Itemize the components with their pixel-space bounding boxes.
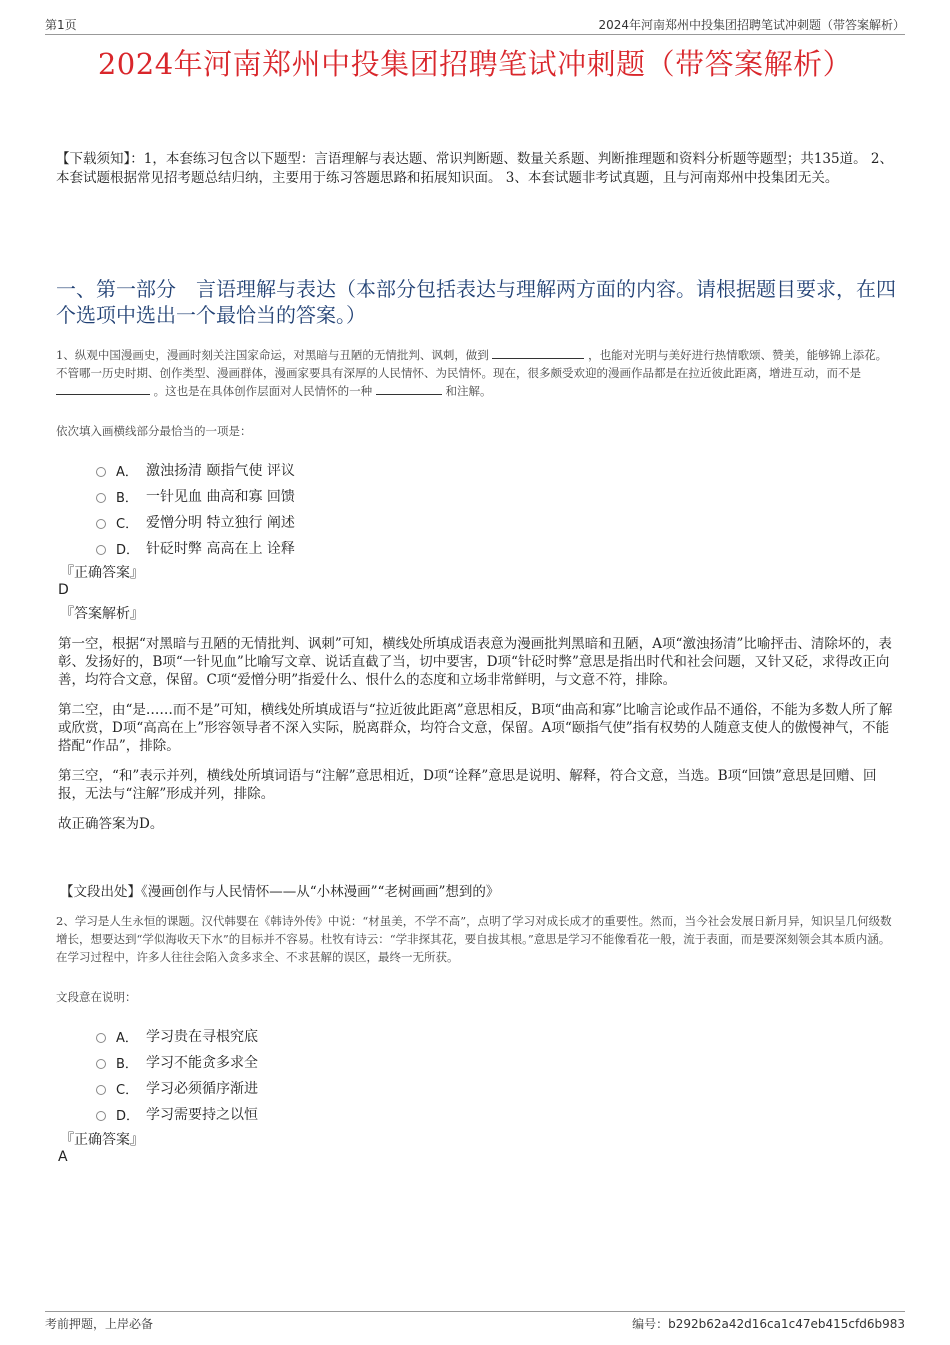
option-text: 激浊扬清 颐指气使 评议 <box>146 463 295 479</box>
q2-option-a[interactable] <box>96 1023 258 1049</box>
q1-option-a[interactable] <box>96 457 295 483</box>
option-letter: D． <box>116 542 140 558</box>
radio-icon[interactable] <box>96 1111 106 1121</box>
question-1-prompt: 依次填入画横线部分最恰当的一项是： <box>56 424 252 438</box>
q2-option-b[interactable] <box>96 1049 258 1075</box>
q1-option-d[interactable] <box>96 535 295 561</box>
page-header <box>45 14 905 35</box>
question-1-text <box>56 346 896 400</box>
question-2-prompt: 文段意在说明： <box>56 990 137 1004</box>
radio-icon[interactable] <box>96 519 106 529</box>
q1-text-b: ，也能对光明与美好进行热情歌颂、赞美，能够锦上添花。不管哪一历史时期、创作类型、漫画群体，漫画家要具有深厚的人民情怀、为民情怀。现在，很多颇受欢迎的漫画作品都是在拉近彼此距离，增进互动，而不是 <box>56 348 888 380</box>
option-letter: C． <box>116 1082 139 1098</box>
download-notice: 【下载须知】：1，本套练习包含以下题型：言语理解与表达题、常识判断题、数量关系题、判断推理题和资料分析题等题型；共135道。 2、本套试题根据常见招考题总结归纳，主要用于练习答题思路和拓展知识面。 3、本套试题非考试真题，且与河南郑州中投集团无关。 <box>56 151 893 186</box>
question-1-options <box>96 457 295 561</box>
analysis-paragraph-3: 第三空，“和”表示并列，横线处所填词语与“注解”意思相近，D项“诠释”意思是说明、解释，符合文意，当选。B项“回馈”意思是回赠、回报，无法与“注解”形成并列，排除。 <box>58 768 877 802</box>
q1-text-c: 。这也是在具体创作层面对人民情怀的一种 <box>153 384 373 398</box>
option-letter: A． <box>116 464 138 480</box>
radio-icon[interactable] <box>96 545 106 555</box>
analysis-conclusion: 故正确答案为D。 <box>58 816 164 832</box>
page-number: 第1页 <box>45 18 77 32</box>
q1-analysis <box>58 635 894 845</box>
q2-answer-label: 『正确答案』 <box>60 1132 144 1148</box>
question-2-options <box>96 1023 258 1127</box>
q2-option-c[interactable] <box>96 1075 258 1101</box>
q2-answer: A <box>58 1149 68 1165</box>
section-title: 一、第一部分 言语理解与表达（本部分包括表达与理解两方面的内容。请根据题目要求，在四个选项中选出一个最恰当的答案。） <box>56 277 896 327</box>
option-text: 学习贵在寻根究底 <box>146 1029 258 1045</box>
option-letter: C． <box>116 516 139 532</box>
q1-text-d: 和注解。 <box>445 384 492 398</box>
question-2-text: 2、学习是人生永恒的课题。汉代韩婴在《韩诗外传》中说：“材虽美，不学不高”，点明了学习对成长成才的重要性。然而，当今社会发展日新月异，知识呈几何级数增长，想要达到“学似海收天下水”的目标并不容易。杜牧有诗云：“学非探其花，要自拔其根。”意思是学习不能像看花一般，流于表面，而是要深刻领会其本质内涵。在学习过程中，许多人往往会陷入贪多求全、不求甚解的误区，最终一无所获。 <box>56 914 892 964</box>
footer-doc-id: 编号：b292b62a42d16ca1c47eb415cfd6b983 <box>632 1317 905 1331</box>
q1-answer-label: 『正确答案』 <box>60 565 144 581</box>
q1-answer: D <box>58 582 69 598</box>
header-doc-title: 2024年河南郑州中投集团招聘笔试冲刺题（带答案解析） <box>598 18 905 32</box>
option-letter: B． <box>116 490 138 506</box>
option-text: 针砭时弊 高高在上 诠释 <box>146 541 295 557</box>
option-text: 学习需要持之以恒 <box>146 1107 258 1123</box>
q1-option-b[interactable] <box>96 483 295 509</box>
option-letter: A． <box>116 1030 138 1046</box>
footer-slogan: 考前押题，上岸必备 <box>45 1317 154 1331</box>
option-letter: D． <box>116 1108 140 1124</box>
analysis-paragraph-1: 第一空，根据“对黑暗与丑陋的无情批判、讽刺”可知，横线处所填成语表意为漫画批判黑暗和丑陋，A项“激浊扬清”比喻抨击、清除坏的，表彰、发扬好的，B项“一针见血”比喻写文章、说话直截了当，切中要害，D项“针砭时弊”意思是指出时代和社会问题，又针又砭，求得改正向善，均符合文意，保留。C项“爱憎分明”指爱什么、恨什么的态度和立场非常鲜明，与文意不符，排除。 <box>58 636 892 688</box>
q2-option-d[interactable] <box>96 1101 258 1127</box>
analysis-paragraph-2: 第二空，由“是……而不是”可知，横线处所填成语与“拉近彼此距离”意思相反，B项“曲高和寡”比喻言论或作品不通俗，不能为多数人所了解或欣赏，D项“高高在上”形容领导者不深入实际，脱离群众，均符合文意，保留。A项“颐指气使”指有权势的人随意支使人的傲慢神气，不能搭配“作品”，排除。 <box>58 702 893 754</box>
radio-icon[interactable] <box>96 1059 106 1069</box>
q1-source: 【文段出处】《漫画创作与人民情怀——从“小林漫画”“老树画画”想到的》 <box>60 884 500 900</box>
blank-2 <box>56 383 150 395</box>
page-footer <box>45 1311 905 1332</box>
option-text: 学习不能贪多求全 <box>146 1055 258 1071</box>
radio-icon[interactable] <box>96 1085 106 1095</box>
blank-3 <box>376 383 442 395</box>
option-letter: B． <box>116 1056 138 1072</box>
q1-text-a: 1、纵观中国漫画史，漫画时刻关注国家命运，对黑暗与丑陋的无情批判、讽刺，做到 <box>56 348 489 362</box>
document-title: 2024年河南郑州中投集团招聘笔试冲刺题（带答案解析） <box>97 47 853 81</box>
radio-icon[interactable] <box>96 493 106 503</box>
radio-icon[interactable] <box>96 467 106 477</box>
q1-option-c[interactable] <box>96 509 295 535</box>
q1-analysis-label: 『答案解析』 <box>60 606 144 622</box>
option-text: 学习必须循序渐进 <box>146 1081 258 1097</box>
blank-1 <box>492 347 584 359</box>
radio-icon[interactable] <box>96 1033 106 1043</box>
option-text: 爱憎分明 特立独行 阐述 <box>146 515 295 531</box>
option-text: 一针见血 曲高和寡 回馈 <box>146 489 295 505</box>
